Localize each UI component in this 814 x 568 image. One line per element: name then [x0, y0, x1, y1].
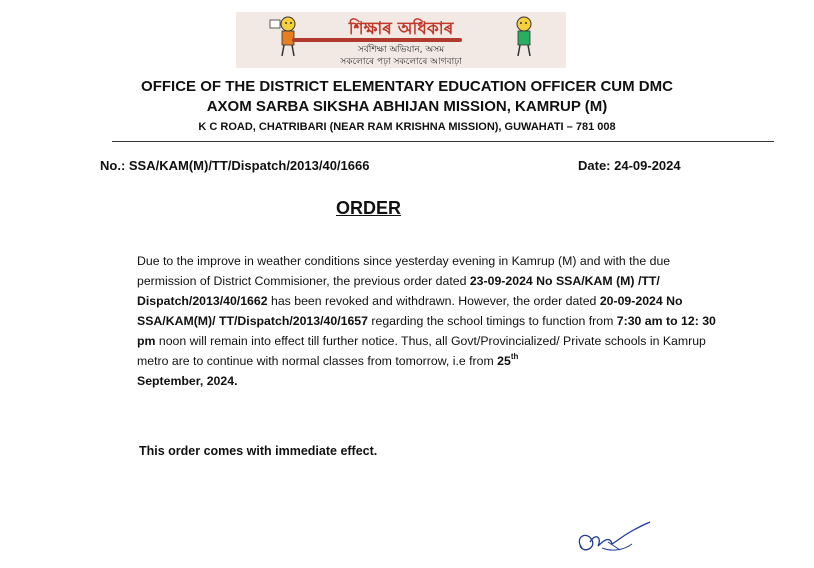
order-body [137, 251, 722, 391]
body-text: noon will remain into effect till further notice. Thus, all Govt/Provincialized/ Private schools in Kamrup metro are to continue with normal classes from tomorrow, i.e from [137, 334, 706, 368]
reference-number: No.: SSA/KAM(M)/TT/Dispatch/2013/40/1666 [100, 158, 370, 173]
logo-title: শিক্ষাৰ অধিকাৰ [348, 19, 454, 39]
body-text: regarding the school timings to function from [367, 314, 617, 328]
logo-tagline: সকলোৰে পঢ়া সকলোৰে আগবাঢ়া [340, 57, 462, 67]
effect-statement: This order comes with immediate effect. [139, 444, 378, 458]
resume-day: 25 [497, 354, 511, 368]
school-timings: 7:30 am to 12: 30 pm [137, 314, 716, 348]
logo-subtitle: সৰ্বশিক্ষা অভিযান, অসম [357, 45, 445, 55]
header-divider [112, 141, 774, 142]
signature [572, 518, 654, 560]
body-text: has been revoked and withdrawn. However, the order dated [267, 294, 600, 308]
mission-title: AXOM SARBA SIKSHA ABHIJAN MISSION, KAMRUP (M) [206, 98, 608, 115]
office-title: OFFICE OF THE DISTRICT ELEMENTARY EDUCATION OFFICER CUM DMC [141, 78, 673, 95]
body-text: Due to the improve in weather conditions since yesterday evening in Kamrup (M) and with the due permission of District Commisioner, the previous order dated [137, 254, 671, 288]
order-heading: ORDER [336, 198, 402, 218]
office-address: K C ROAD, CHATRIBARI (NEAR RAM KRISHNA MISSION), GUWAHATI – 781 008 [198, 121, 616, 133]
child-figure-icon [504, 14, 544, 60]
order-date: Date: 24-09-2024 [578, 158, 681, 173]
current-order-ref: 20-09-2024 No SSA/KAM(M)/ TT/Dispatch/2013/40/1657 [137, 294, 683, 328]
previous-order-ref: 23-09-2024 No SSA/KAM (M) /TT/ Dispatch/2013/40/1662 [137, 274, 660, 308]
logo-banner [236, 12, 566, 68]
day-suffix: th [510, 352, 519, 361]
resume-month-year: September, 2024. [137, 374, 238, 388]
